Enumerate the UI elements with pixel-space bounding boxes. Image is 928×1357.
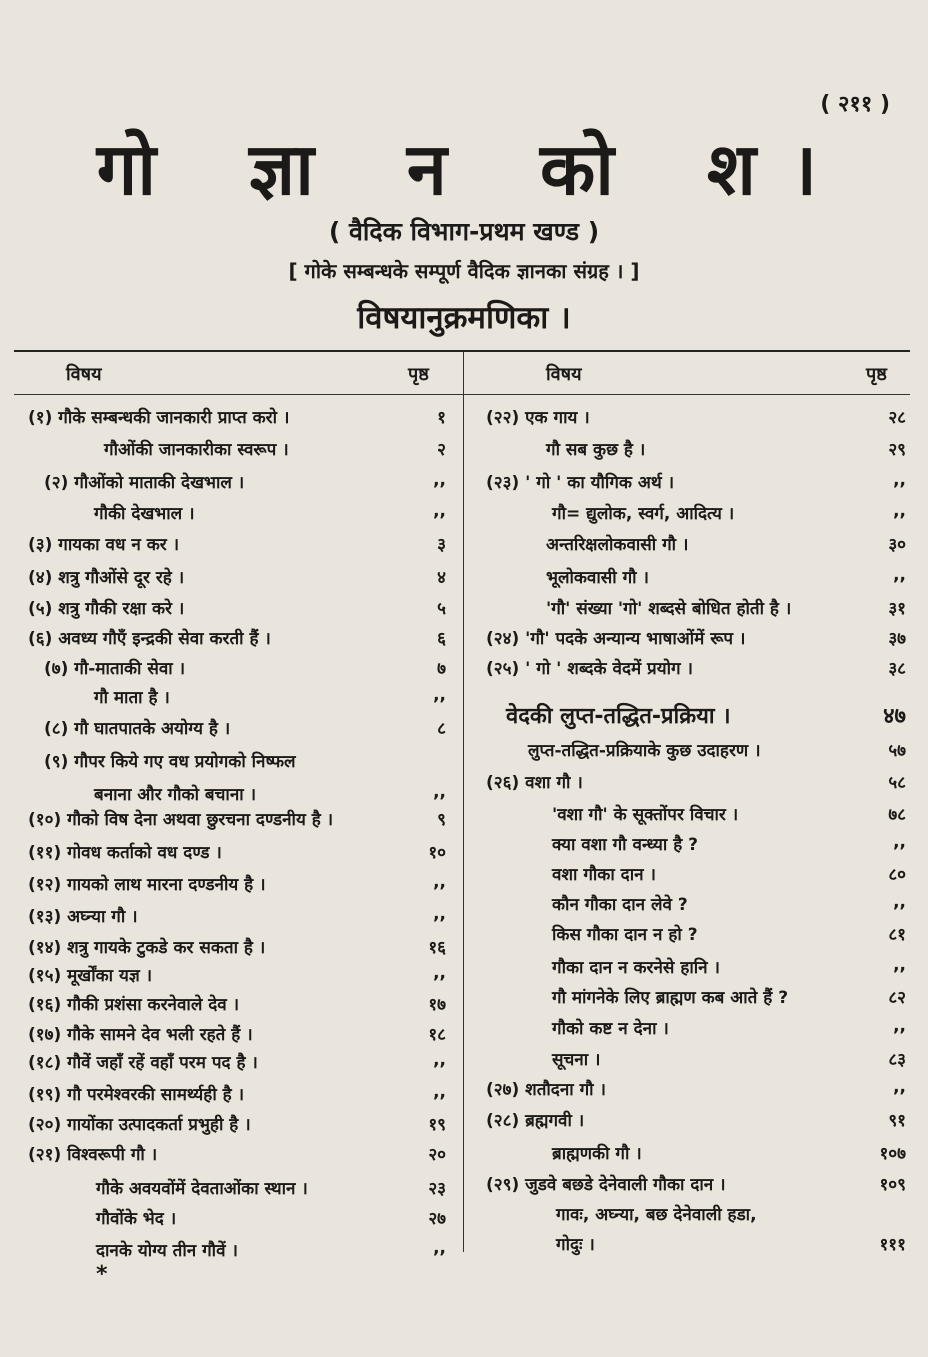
left-row-text: गौ माता है । bbox=[94, 688, 170, 708]
left-row-page: ५ bbox=[437, 599, 446, 619]
right-row bbox=[0, 832, 928, 858]
right-row-page: ,, bbox=[893, 470, 906, 490]
right-row-text: गौ मांगनेके लिए ब्राह्मण कब आते हैं ? bbox=[552, 988, 789, 1008]
right-row-text: (२९) जुडवे बछडे देनेवाली गौका दान । bbox=[486, 1175, 726, 1195]
left-row-page: ,, bbox=[433, 470, 446, 490]
right-row-text: किस गौका दान न हो ? bbox=[552, 925, 698, 945]
right-row bbox=[0, 738, 928, 764]
right-row-page: ७८ bbox=[888, 805, 906, 825]
right-row-page: ८० bbox=[888, 865, 906, 885]
left-row-text: (३) गायका वध न कर । bbox=[28, 535, 180, 555]
left-subject-header: विषय bbox=[66, 364, 102, 385]
right-row-text: अन्तरिक्षलोकवासी गौ । bbox=[546, 535, 689, 555]
left-row-text: दानके योग्य तीन गौवें । bbox=[96, 1241, 238, 1261]
left-row-text: (१५) मूर्खोंका यज्ञ । bbox=[28, 966, 153, 986]
right-row-page: ३७ bbox=[888, 629, 906, 649]
right-row-page: ९१ bbox=[888, 1111, 906, 1131]
section-title: विषयानुक्रमणिका । bbox=[357, 300, 571, 336]
left-row-page: १७ bbox=[428, 995, 446, 1015]
right-row-text: (२३) ' गो ' का यौगिक अर्थ । bbox=[486, 473, 675, 493]
left-row-text: (११) गोवध कर्ताको वध दण्ड । bbox=[28, 843, 222, 863]
right-row-text: 'वशा गौ' के सूक्तोंपर विचार । bbox=[552, 805, 739, 825]
right-row-text: क्या वशा गौ वन्ध्या है ? bbox=[552, 835, 699, 855]
left-row-text: (२०) गायोंका उत्पादकर्ता प्रभुही है । bbox=[28, 1115, 251, 1135]
right-row-page: ,, bbox=[893, 892, 906, 912]
right-row-page: १०९ bbox=[879, 1175, 906, 1195]
right-row-text: भूलोकवासी गौ । bbox=[546, 568, 649, 588]
left-row-text: (२१) विश्वरूपी गौ । bbox=[28, 1145, 158, 1165]
left-row-text: बनाना और गौको बचाना । bbox=[94, 785, 257, 805]
right-row bbox=[0, 770, 928, 796]
left-row-page: ७ bbox=[437, 659, 446, 679]
right-row-page: १११ bbox=[879, 1235, 906, 1255]
right-row-page: ८१ bbox=[888, 925, 906, 945]
right-row-text: गौ= द्युलोक, स्वर्ग, आदित्य । bbox=[552, 504, 735, 524]
left-row-text: गौवोंके भेद । bbox=[96, 1209, 177, 1229]
left-row-page: २० bbox=[428, 1145, 446, 1165]
left-row-text: (१२) गायको लाथ मारना दण्डनीय है । bbox=[28, 875, 266, 895]
right-row-text: (२२) एक गाय । bbox=[486, 408, 590, 428]
left-row-text: (१९) गौ परमेश्वरकी सामर्थ्यही है । bbox=[28, 1085, 245, 1105]
right-row-text: (२८) ब्रह्मगवी । bbox=[486, 1111, 585, 1131]
right-row bbox=[0, 985, 928, 1011]
left-row-text: (७) गौ-माताकी सेवा । bbox=[44, 659, 186, 679]
left-row-page: ,, bbox=[433, 685, 446, 705]
right-row-text: गौका दान न करनेसे हानि । bbox=[552, 958, 720, 978]
right-row-text: (२५) ' गो ' शब्दके वेदमें प्रयोग । bbox=[486, 659, 693, 679]
right-row-page: २९ bbox=[888, 440, 906, 460]
left-row-page: ३ bbox=[437, 535, 446, 555]
left-row-text: गौके अवयवोंमें देवताओंका स्थान । bbox=[96, 1179, 308, 1199]
right-row-text: वेदकी लुप्त-तद्धित-प्रक्रिया । bbox=[506, 704, 731, 729]
right-row bbox=[0, 1077, 928, 1103]
right-row bbox=[0, 802, 928, 828]
right-subject-header: विषय bbox=[546, 364, 582, 385]
left-row-text: (१३) अघ्न्या गौ । bbox=[28, 907, 138, 927]
left-row-text: (१८) गौवें जहाँ रहें वहाँ परम पद है । bbox=[28, 1053, 258, 1073]
left-row-page: ,, bbox=[433, 872, 446, 892]
subtitle-2: [ गोके सम्बन्धके सम्पूर्ण वैदिक ज्ञानका संग्रह । ] bbox=[288, 259, 640, 283]
left-row-page: १८ bbox=[428, 1025, 446, 1045]
right-row-text: गौको कष्ट न देना । bbox=[552, 1019, 669, 1039]
left-row-text: (१४) शत्रु गायके टुकडे कर सकता है । bbox=[28, 938, 266, 958]
right-row-text: गौ सब कुछ है । bbox=[546, 440, 646, 460]
right-row-page: ८२ bbox=[888, 988, 906, 1008]
right-row-page: ४७ bbox=[883, 704, 906, 729]
right-row bbox=[0, 501, 928, 527]
right-row-page: २८ bbox=[888, 408, 906, 428]
right-row-text: गोदुः । bbox=[556, 1235, 595, 1255]
right-row bbox=[0, 565, 928, 591]
left-row-page: ,, bbox=[433, 501, 446, 521]
left-page-header: पृष्ठ bbox=[408, 364, 429, 385]
right-row-page: ८३ bbox=[888, 1050, 906, 1070]
right-row-page: ३१ bbox=[888, 599, 906, 619]
right-row bbox=[0, 626, 928, 652]
left-row-text: (१०) गौको विष देना अथवा छुरचना दण्डनीय है । bbox=[28, 810, 334, 830]
right-row bbox=[0, 1172, 928, 1198]
page-number: ( २११ ) bbox=[820, 92, 890, 117]
right-row bbox=[0, 656, 928, 682]
right-row-page: ,, bbox=[893, 501, 906, 521]
left-row-page: ,, bbox=[433, 782, 446, 802]
right-row-text: ब्राह्मणकी गौ । bbox=[552, 1144, 642, 1164]
right-row bbox=[0, 470, 928, 496]
left-row-text: (१) गौके सम्बन्धकी जानकारी प्राप्त करो । bbox=[28, 408, 290, 428]
right-row-page: ,, bbox=[893, 955, 906, 975]
subtitle: ( वैदिक विभाग-प्रथम खण्ड ) bbox=[328, 217, 600, 246]
right-page-header: पृष्ठ bbox=[866, 364, 887, 385]
end-mark: * bbox=[96, 1262, 108, 1287]
right-row bbox=[0, 1202, 928, 1228]
right-row bbox=[0, 892, 928, 918]
right-row-text: (२६) वशा गौ । bbox=[486, 773, 583, 793]
left-row-text: (२) गौओंको माताकी देखभाल । bbox=[44, 473, 245, 493]
left-row-page: १० bbox=[428, 843, 446, 863]
left-row-text: (५) शत्रु गौकी रक्षा करे । bbox=[28, 599, 185, 619]
left-row-page: ,, bbox=[433, 1238, 446, 1258]
right-row-text: लुप्त-तद्धित-प्रक्रियाके कुछ उदाहरण । bbox=[528, 741, 761, 761]
left-row-page: ,, bbox=[433, 1050, 446, 1070]
left-row-text: (१७) गौके सामने देव भली रहते हैं । bbox=[28, 1025, 253, 1045]
left-row-text: (१६) गौकी प्रशंसा करनेवाले देव । bbox=[28, 995, 240, 1015]
right-row-text: 'गौ' संख्या 'गो' शब्दसे बोधित होती है । bbox=[546, 599, 792, 619]
left-row-text: गौकी देखभाल । bbox=[94, 504, 195, 524]
right-row-text: गावः, अघ्न्या, बछ देनेवाली हडा, bbox=[556, 1205, 757, 1225]
left-row-text: (४) शत्रु गौओंसे दूर रहे । bbox=[28, 568, 185, 588]
left-row-page: २७ bbox=[428, 1209, 446, 1229]
left-row-page: ,, bbox=[433, 963, 446, 983]
right-row-page: ५७ bbox=[888, 741, 906, 761]
left-row-page: १६ bbox=[428, 938, 446, 958]
right-row bbox=[0, 1047, 928, 1073]
header-rule bbox=[14, 394, 910, 395]
right-row bbox=[0, 1232, 928, 1258]
right-row-page: ,, bbox=[893, 1077, 906, 1097]
left-row-page: १ bbox=[437, 408, 446, 428]
right-row bbox=[0, 1108, 928, 1134]
left-row-text: (६) अवध्य गौएँ इन्द्रकी सेवा करती हैं । bbox=[28, 629, 271, 649]
right-row bbox=[0, 437, 928, 463]
left-row-text: (९) गौपर किये गए वध प्रयोगको निष्फल bbox=[44, 752, 296, 772]
right-row-page: ३० bbox=[888, 535, 906, 555]
right-row-text: वशा गौका दान । bbox=[552, 865, 656, 885]
left-row-page: १९ bbox=[428, 1115, 446, 1135]
right-row-text: कौन गौका दान लेवे ? bbox=[552, 895, 688, 915]
right-row-page: ५८ bbox=[888, 773, 906, 793]
right-row-text: (२७) शतौदना गौ । bbox=[486, 1080, 606, 1100]
right-row-page: १०७ bbox=[879, 1144, 906, 1164]
right-row bbox=[0, 596, 928, 622]
right-row bbox=[0, 862, 928, 888]
left-row-page: ९ bbox=[437, 810, 446, 830]
left-row-page: ,, bbox=[433, 904, 446, 924]
right-row-text: (२४) 'गौ' पदके अन्यान्य भाषाओंमें रूप । bbox=[486, 629, 746, 649]
left-row-page: ४ bbox=[437, 568, 446, 588]
page-title: गो ज्ञा न को श। bbox=[96, 127, 852, 211]
right-row bbox=[0, 955, 928, 981]
right-row bbox=[0, 922, 928, 948]
left-row-page: २३ bbox=[428, 1179, 446, 1199]
left-row-page: २ bbox=[437, 440, 446, 460]
right-row-page: ,, bbox=[893, 1016, 906, 1036]
left-row-text: (८) गौ घातपातके अयोग्य है । bbox=[44, 719, 231, 739]
left-row-page: ,, bbox=[433, 1082, 446, 1102]
right-row bbox=[0, 1141, 928, 1167]
top-rule bbox=[14, 350, 910, 352]
right-row-page: ३८ bbox=[888, 659, 906, 679]
right-row-page: ,, bbox=[893, 832, 906, 852]
right-row bbox=[0, 1016, 928, 1042]
right-row-page: ,, bbox=[893, 565, 906, 585]
left-row-page: ६ bbox=[437, 629, 446, 649]
left-row-page: ८ bbox=[437, 719, 446, 739]
left-row-text: गौओंकी जानकारीका स्वरूप । bbox=[104, 440, 289, 460]
right-row bbox=[0, 405, 928, 431]
right-row-text: सूचना । bbox=[552, 1050, 601, 1070]
right-row bbox=[0, 532, 928, 558]
